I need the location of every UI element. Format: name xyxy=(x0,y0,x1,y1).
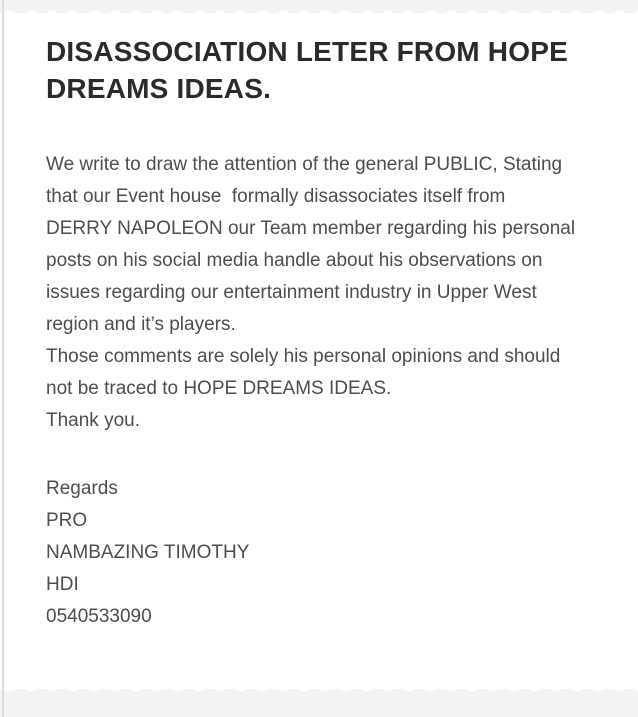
signature-line-regards: Regards xyxy=(46,478,118,499)
body-line: issues regarding our entertainment industry in Upper West xyxy=(46,282,537,303)
signature-line-role: PRO xyxy=(46,510,88,531)
body-line: that our Event house formally disassociates itself from xyxy=(46,186,506,207)
letter-title xyxy=(46,33,596,107)
body-line: not be traced to HOPE DREAMS IDEAS. xyxy=(46,378,392,399)
letter-body xyxy=(46,149,596,437)
letter-title-line-2: DREAMS IDEAS. xyxy=(46,73,272,104)
body-line: DERRY NAPOLEON our Team member regarding his personal xyxy=(46,218,576,239)
body-line: We write to draw the attention of the general PUBLIC, Stating xyxy=(46,154,563,175)
signature-line-name: NAMBAZING TIMOTHY xyxy=(46,542,250,563)
torn-edge-bottom xyxy=(0,689,638,717)
signature-line-org: HDI xyxy=(46,574,79,595)
body-line: region and it’s players. xyxy=(46,314,236,335)
body-line: posts on his social media handle about his observations on xyxy=(46,250,543,271)
body-line: Thank you. xyxy=(46,410,140,431)
letter-title-line-1: DISASSOCIATION LETER FROM HOPE xyxy=(46,36,568,67)
body-line: Those comments are solely his personal opinions and should xyxy=(46,346,561,367)
torn-edge-top xyxy=(0,0,638,13)
letter-signature xyxy=(46,473,596,633)
signature-line-phone: 0540533090 xyxy=(46,606,152,627)
page-left-edge-line xyxy=(2,0,4,717)
